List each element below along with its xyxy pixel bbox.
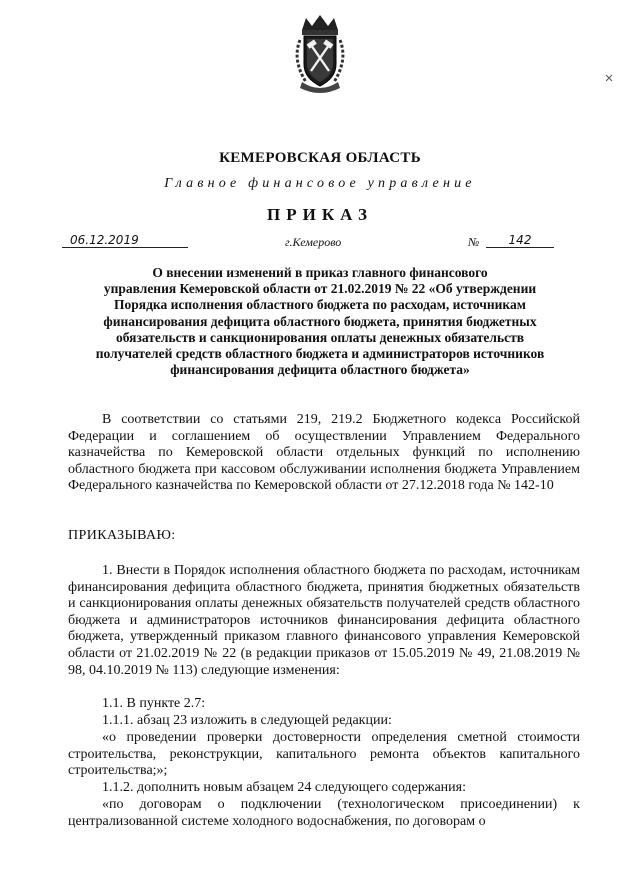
coat-of-arms-emblem [288,12,352,94]
title-line: управления Кемеровской области от 21.02.2019 № 22 «Об утверждении [103,281,537,297]
preamble-paragraph: В соответствии со статьями 219, 219.2 Бюджетного кодекса Российской Федерации и соглашением об осуществлении Управлением Федерального казначейства по Кемеровской области отдельных функций по исполнению областного бюджета при кассовом обслуживании исполнения бюджета Управлением Федерального казначейства по Кемеровской области от 27.12.2018 года № 142-10 [68,412,580,494]
order-word: ПРИКАЗЫВАЮ: [68,528,176,543]
item-1-1-1: 1.1.1. абзац 23 изложить в следующей редакции: [102,713,392,728]
quote-paragraph-1: «о проведении проверки достоверности определения сметной стоимости строительства, реконструкции, капитального ремонта объектов капитального строительства;»; [68,730,580,779]
document-city: г.Кемерово [285,235,342,249]
document-meta-row [0,233,640,255]
title-line: финансирования дефицита областного бюджета» [170,362,470,378]
document-date: 06.12.2019 [62,233,188,248]
region-name: КЕМЕРОВСКАЯ ОБЛАСТЬ [219,150,421,166]
document-number: 142 [486,233,554,248]
title-line: обязательств и санкционирования оплаты денежных обязательств [115,329,524,345]
item-1-paragraph: 1. Внести в Порядок исполнения областного бюджета по расходам, источникам финансирования дефицита областного бюджета, принятия бюджетных обязательств и санкционирования оплаты денежных обязательств получателей средств областного бюджета и администраторов источников финансирования дефицита областного бюджета, утвержденный приказом главного финансового управления Кемеровской области от 21.02.2019 № 22 (в редакции приказов от 15.05.2019 № 49, 21.08.2019 № 98, 04.10.2019 № 113) следующие изменения: [68,563,580,678]
document-type: ПРИКАЗ [267,205,373,224]
agency-name: Главное финансовое управление [164,176,476,191]
document-title [86,265,554,378]
title-line: Порядка исполнения областного бюджета по расходам, источникам [114,297,526,313]
title-line: О внесении изменений в приказ главного финансового [152,265,488,280]
item-1-1-2: 1.1.2. дополнить новым абзацем 24 следующего содержания: [102,780,466,795]
number-label: № [468,235,480,249]
quote-paragraph-2: «по договорам о подключении (технологическом присоединении) к централизованной системе холодного водоснабжения, по договорам о [68,797,580,829]
item-1-1: 1.1. В пункте 2.7: [102,696,206,711]
margin-mark-icon [605,74,613,82]
title-line: получателей средств областного бюджета и администраторов источников [95,346,545,362]
title-line: финансирования дефицита областного бюджета, принятия бюджетных [103,313,537,329]
